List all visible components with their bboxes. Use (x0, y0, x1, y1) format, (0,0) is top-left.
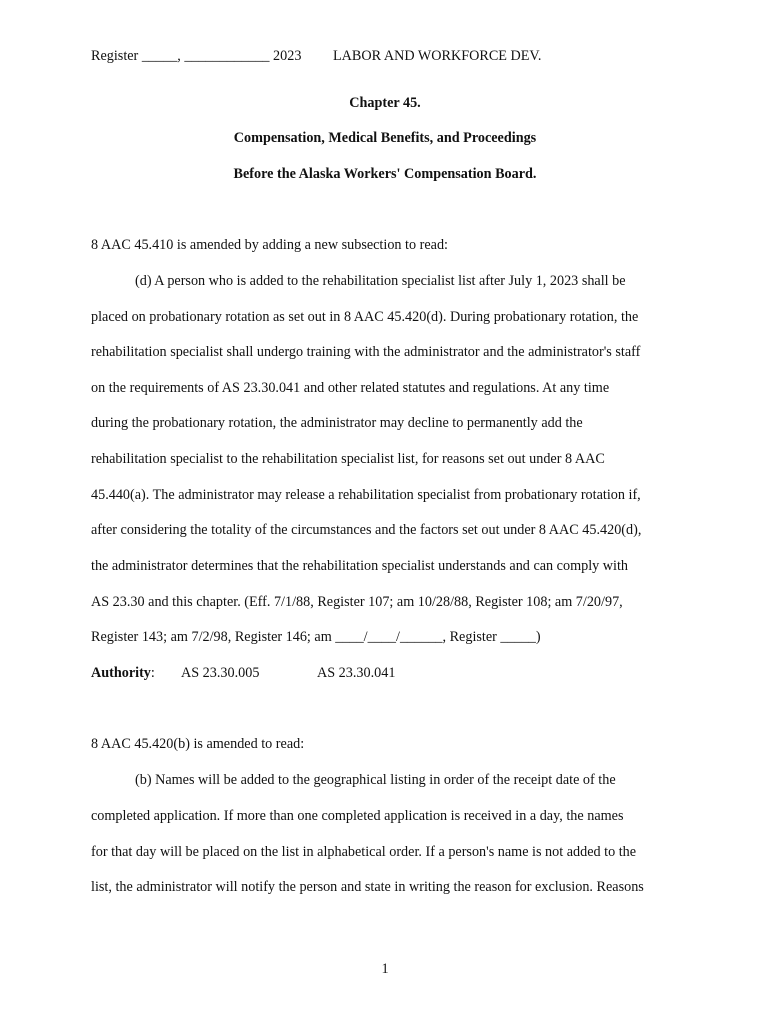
section1-line: the administrator determines that the rehabilitation specialist understands and can comply with (91, 558, 629, 574)
section2-line: for that day will be placed on the list in alphabetical order. If a person's name is not added to the (91, 844, 637, 860)
chapter-subtitle-1: Compensation, Medical Benefits, and Proceedings (233, 130, 537, 146)
section1-line: 45.440(a). The administrator may release a rehabilitation specialist from probationary rotation if, (91, 487, 641, 503)
section1-line: (d) A person who is added to the rehabilitation specialist list after July 1, 2023 shall be (135, 273, 626, 289)
chapter-subtitle-2: Before the Alaska Workers' Compensation Board. (233, 166, 537, 182)
authority-citation-1: AS 23.30.005 (181, 665, 260, 681)
section1-line: during the probationary rotation, the administrator may decline to permanently add the (91, 415, 583, 431)
page-number: 1 (381, 961, 389, 977)
section1-line: Register 143; am 7/2/98, Register 146; am ____/____/______, Register _____) (91, 629, 541, 645)
section1-line: rehabilitation specialist shall undergo training with the administrator and the administrator's staff (91, 344, 641, 360)
section2-intro: 8 AAC 45.420(b) is amended to read: (91, 736, 305, 752)
section1-line: rehabilitation specialist to the rehabilitation specialist list, for reasons set out under 8 AAC (91, 451, 605, 467)
authority-label-text: Authority (91, 665, 151, 681)
header-register: Register _____, ____________ 2023 (91, 48, 302, 64)
section1-line: AS 23.30 and this chapter. (Eff. 7/1/88, Register 107; am 10/28/88, Register 108; am 7/20/97, (91, 594, 623, 610)
authority-citation-2: AS 23.30.041 (317, 665, 396, 681)
section1-intro: 8 AAC 45.410 is amended by adding a new subsection to read: (91, 237, 448, 253)
section1-line: placed on probationary rotation as set out in 8 AAC 45.420(d). During probationary rotation, the (91, 309, 639, 325)
header-department: LABOR AND WORKFORCE DEV. (333, 48, 542, 64)
section1-line: on the requirements of AS 23.30.041 and other related statutes and regulations. At any time (91, 380, 610, 396)
chapter-title: Chapter 45. (349, 95, 421, 111)
section2-line: (b) Names will be added to the geographical listing in order of the receipt date of the (135, 772, 616, 788)
section2-line: list, the administrator will notify the person and state in writing the reason for exclusion. Reasons (91, 879, 644, 895)
section1-line: after considering the totality of the circumstances and the factors set out under 8 AAC 45.420(d), (91, 522, 642, 538)
authority-label (91, 666, 155, 680)
authority-colon: : (150, 665, 155, 681)
section2-line: completed application. If more than one completed application is received in a day, the names (91, 808, 624, 824)
